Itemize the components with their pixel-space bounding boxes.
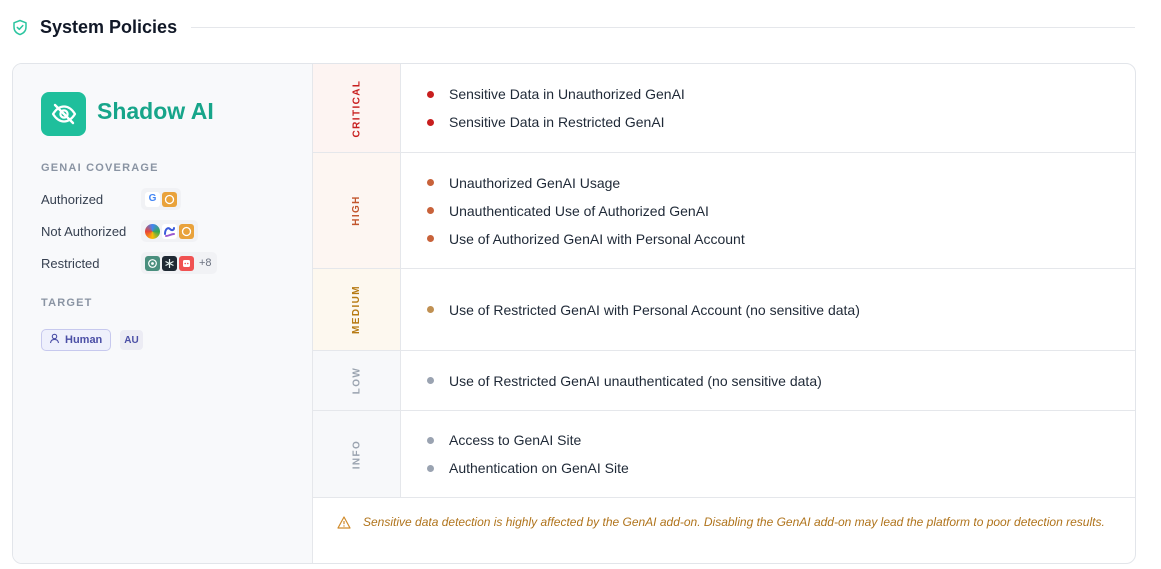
gemini-icon <box>145 224 160 239</box>
target-au-badge[interactable]: AU <box>120 330 142 350</box>
claude-icon <box>162 192 177 207</box>
bullet-dot <box>427 179 434 186</box>
app-icon-group[interactable] <box>141 252 217 274</box>
list-item: Unauthorized GenAI Usage <box>427 169 1135 197</box>
google-icon: G <box>145 192 160 207</box>
page-title: System Policies <box>40 16 178 37</box>
policy-card <box>12 63 1136 564</box>
perplexity-icon <box>162 256 177 271</box>
header-divider <box>191 27 1135 28</box>
severity-items <box>401 269 1135 350</box>
severity-label: CRITICAL <box>313 64 401 152</box>
policy-summary-panel <box>13 64 313 563</box>
severity-row-critical <box>313 64 1135 153</box>
bullet-dot <box>427 207 434 214</box>
user-icon <box>49 331 60 349</box>
target-human-label: Human <box>65 334 103 346</box>
list-item: Sensitive Data in Unauthorized GenAI <box>427 80 1135 108</box>
policy-name: Shadow AI <box>97 98 214 124</box>
severity-label: MEDIUM <box>313 269 401 350</box>
severity-row-info <box>313 411 1135 498</box>
bullet-dot <box>427 377 434 384</box>
page-header <box>12 14 1135 40</box>
bullet-dot <box>427 91 434 98</box>
coverage-row-authorized <box>41 188 157 210</box>
coverage-row-not-authorized <box>41 220 126 242</box>
severity-row-low <box>313 351 1135 411</box>
coverage-row-restricted <box>41 252 212 274</box>
severity-items <box>401 351 1135 410</box>
bullet-dot <box>427 119 434 126</box>
bullet-dot <box>427 235 434 242</box>
list-item: Sensitive Data in Restricted GenAI <box>427 108 1135 136</box>
severity-items <box>401 64 1135 152</box>
chatgpt-icon <box>145 256 160 271</box>
list-item: Use of Authorized GenAI with Personal Account <box>427 225 1135 253</box>
eye-off-icon <box>41 92 86 136</box>
coverage-label: Authorized <box>41 191 104 207</box>
other-ai-icon <box>179 256 194 271</box>
bullet-dot <box>427 306 434 313</box>
severity-label: LOW <box>313 351 401 410</box>
severity-items <box>401 411 1135 497</box>
severity-row-high <box>313 153 1135 269</box>
app-icon-group[interactable] <box>141 188 181 210</box>
severity-label: INFO <box>313 411 401 497</box>
target-human-badge[interactable] <box>41 329 111 351</box>
claude-icon <box>179 224 194 239</box>
list-item: Use of Restricted GenAI with Personal Account (no sensitive data) <box>427 296 1135 324</box>
more-apps-count: +8 <box>199 257 212 269</box>
bullet-dot <box>427 437 434 444</box>
list-item: Use of Restricted GenAI unauthenticated (no sensitive data) <box>427 367 1135 395</box>
list-item: Unauthenticated Use of Authorized GenAI <box>427 197 1135 225</box>
target-row <box>41 329 143 351</box>
severity-panel <box>313 64 1135 563</box>
severity-label: HIGH <box>313 153 401 268</box>
list-item: Access to GenAI Site <box>427 426 1135 454</box>
severity-items <box>401 153 1135 268</box>
shield-check-icon <box>12 19 29 36</box>
coverage-heading: GENAI COVERAGE <box>41 162 159 174</box>
warning-text: Sensitive data detection is highly affected by the GenAI add-on. Disabling the GenAI add-on may lead the platform to poor detection results. <box>363 515 1105 529</box>
warning-icon <box>337 516 351 530</box>
target-heading: TARGET <box>41 297 93 309</box>
list-item: Authentication on GenAI Site <box>427 454 1135 482</box>
bullet-dot <box>427 465 434 472</box>
copilot-icon <box>162 224 177 239</box>
coverage-label: Restricted <box>41 255 100 271</box>
severity-row-medium <box>313 269 1135 351</box>
app-icon-group[interactable] <box>141 220 198 242</box>
coverage-label: Not Authorized <box>41 223 127 239</box>
warning-note <box>313 498 1135 563</box>
